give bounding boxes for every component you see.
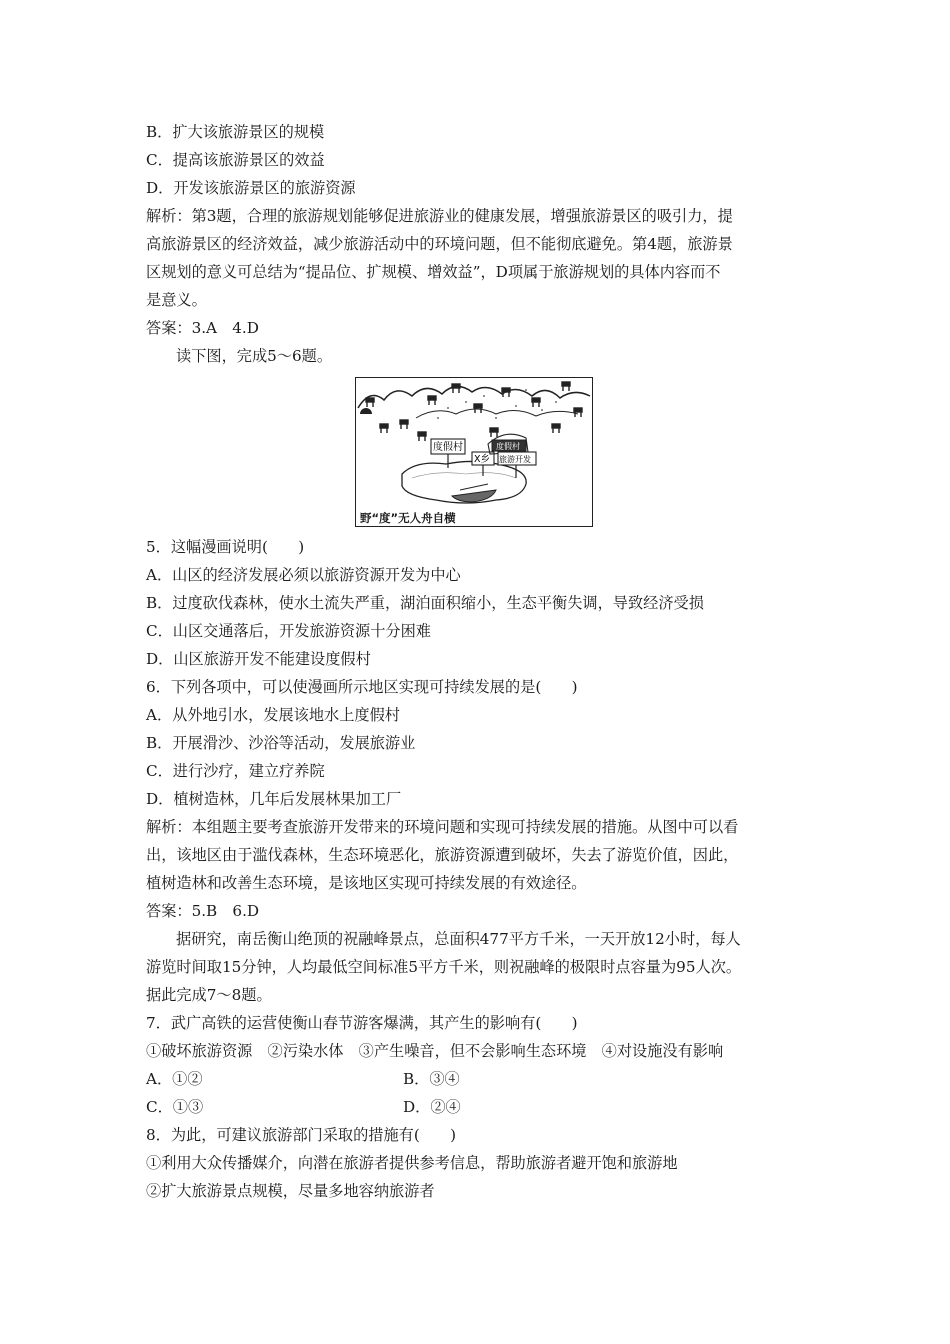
q4-option-d: D．开发该旅游景区的旅游资源 (146, 179, 356, 197)
q5-stem: 5．这幅漫画说明( ) (146, 538, 305, 556)
analysis-3-4-line: 解析：第3题，合理的旅游规划能够促进旅游业的健康发展，增强旅游景区的吸引力，提 (146, 207, 733, 225)
q7-stem: 7．武广高铁的运营使衡山春节游客爆满，其产生的影响有( ) (146, 1014, 578, 1032)
q8-item-1: ①利用大众传播媒介，向潜在旅游者提供参考信息，帮助旅游者避开饱和旅游地 (146, 1154, 678, 1172)
analysis-3-4-line: 是意义。 (146, 291, 207, 309)
intro-7-8-line: 游览时间取15分钟，人均最低空间标准5平方千米，则祝融峰的极限时点容量为95人次。 (146, 958, 742, 976)
analysis-5-6-line: 解析：本组题主要考查旅游开发带来的环境问题和实现可持续发展的措施。从图中可以看 (146, 818, 739, 836)
q7-option-c: C．①③ (146, 1098, 204, 1116)
figure-caption: 野“度”无人舟自横 (360, 511, 456, 525)
intro-5-6: 读下图，完成5～6题。 (176, 347, 333, 365)
intro-7-8-line: 据此完成7～8题。 (146, 986, 272, 1004)
q4-option-c: C．提高该旅游景区的效益 (146, 151, 325, 169)
sign-top-text: 度假村 (496, 442, 520, 451)
cartoon-figure (355, 377, 593, 527)
q6-stem: 6．下列各项中，可以使漫画所示地区实现可持续发展的是( ) (146, 678, 578, 696)
q5-option-b: B．过度砍伐森林，使水土流失严重，湖泊面积缩小，生态平衡失调，导致经济受损 (146, 594, 704, 612)
q5-option-d: D．山区旅游开发不能建设度假村 (146, 650, 371, 668)
q7-option-b: B．③④ (403, 1070, 460, 1088)
q4-option-b: B．扩大该旅游景区的规模 (146, 123, 325, 141)
q8-stem: 8．为此，可建议旅游部门采取的措施有( ) (146, 1126, 457, 1144)
analysis-5-6-line: 出，该地区由于滥伐森林，生态环境恶化，旅游资源遭到破坏，失去了游览价值，因此， (146, 846, 739, 864)
answer-3-4: 答案：3.A 4.D (146, 319, 259, 337)
q7-option-a: A．①② (146, 1070, 203, 1088)
sign-resort-text: 度假村 (433, 442, 463, 453)
q8-item-2: ②扩大旅游景点规模，尽量多地容纳旅游者 (146, 1182, 435, 1200)
intro-7-8-line: 据研究，南岳衡山绝顶的祝融峰景点，总面积477平方千米，一天开放12小时，每人 (176, 930, 741, 948)
analysis-3-4-line: 高旅游景区的经济效益，减少旅游活动中的环境问题，但不能彻底避免。第4题，旅游景 (146, 235, 733, 253)
analysis-5-6-line: 植树造林和改善生态环境，是该地区实现可持续发展的有效途径。 (146, 874, 587, 892)
cartoon-drawing (356, 378, 592, 526)
q6-option-b: B．开展滑沙、沙浴等活动，发展旅游业 (146, 734, 416, 752)
q5-option-c: C．山区交通落后，开发旅游资源十分困难 (146, 622, 431, 640)
q6-option-d: D．植树造林，几年后发展林果加工厂 (146, 790, 402, 808)
sign-village-text: X乡 (474, 454, 491, 465)
answer-5-6: 答案：5.B 6.D (146, 902, 260, 920)
q7-items: ①破坏旅游资源 ②污染水体 ③产生噪音，但不会影响生态环境 ④对设施没有影响 (146, 1042, 724, 1060)
q5-option-a: A．山区的经济发展必须以旅游资源开发为中心 (146, 566, 461, 584)
sign-dev-text: 旅游开发 (499, 455, 531, 464)
q6-option-c: C．进行沙疗，建立疗养院 (146, 762, 325, 780)
q7-option-d: D．②④ (403, 1098, 461, 1116)
analysis-3-4-line: 区规划的意义可总结为“提品位、扩规模、增效益”，D项属于旅游规划的具体内容而不 (146, 263, 721, 281)
q6-option-a: A．从外地引水，发展该地水上度假村 (146, 706, 400, 724)
